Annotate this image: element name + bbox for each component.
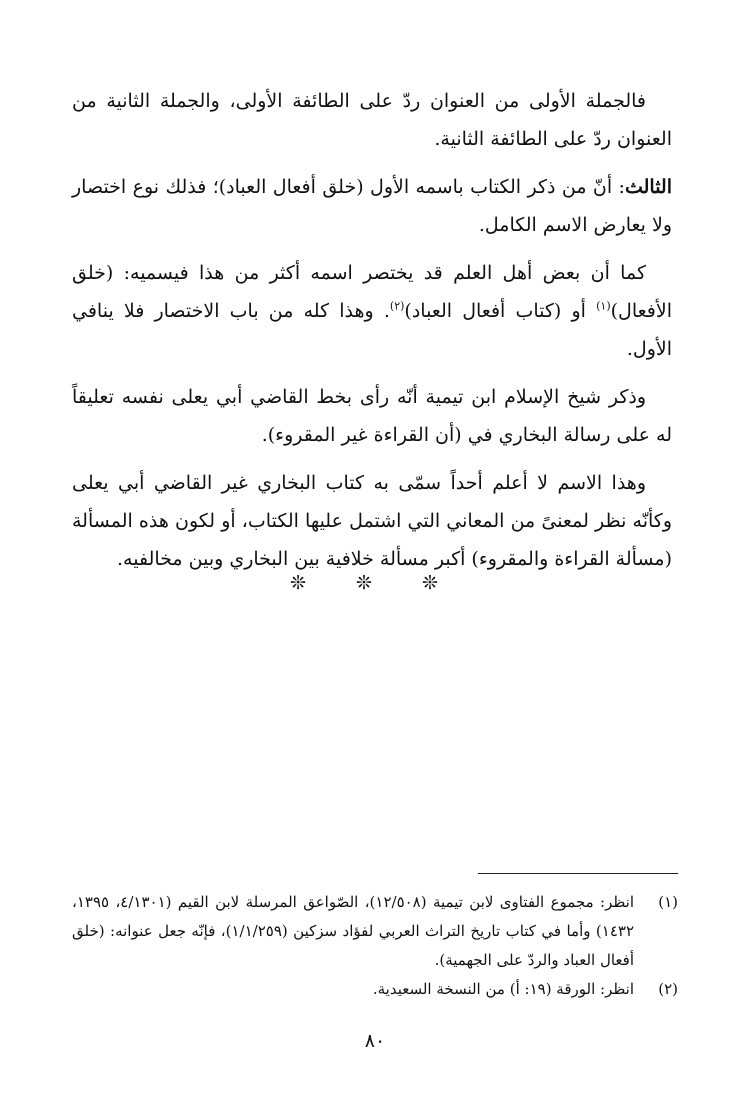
paragraph-2-text: : أنّ من ذكر الكتاب باسمه الأول (خلق أفعال العباد)؛ فذلك نوع اختصار ولا يعارض الاسم الكامل.: [72, 176, 672, 236]
page-number: ٨٠: [364, 1030, 386, 1052]
paragraph-3-part1: كما أن بعض أهل العلم قد يختصر اسمه أكثر من هذا فيسميه: (خلق الأفعال): [72, 262, 672, 322]
footnote-2-text: انظر: الورقة (١٩: أ) من النسخة السعيدية.: [372, 980, 634, 998]
paragraph-3-part2: أو (كتاب أفعال العباد): [404, 300, 597, 322]
section-separator: ❊ ❊ ❊: [290, 572, 460, 594]
paragraph-1: فالجملة الأولى من العنوان ردّ على الطائفة الأولى، والجملة الثانية من العنوان ردّ على الطائفة الثانية.: [72, 90, 672, 150]
footnote-2-number: (٢): [658, 980, 678, 998]
main-text: [72, 82, 672, 588]
footnote-1-number: (١): [658, 893, 678, 911]
footnote-1: [72, 888, 678, 975]
footnote-ref-1: (١): [596, 299, 611, 313]
footnote-divider: [478, 873, 678, 874]
paragraph-2-lead: الثالث: [624, 176, 672, 198]
paragraph-2: [72, 168, 672, 244]
paragraph-3: [72, 254, 672, 368]
footnote-1-text: انظر: مجموع الفتاوى لابن تيمية (١٢/٥٠٨)، الصّواعق المرسلة لابن القيم (٤/١٣٠١، ١٣٩٥، ١٤٣٢) وأما في كتاب تاريخ التراث العربي لفؤاد سزكين (١/١/٢٥٩)، فإنّه جعل عنوانه: (خلق أفعال العباد والردّ على الجهمية).: [72, 893, 635, 969]
paragraph-3-part3: . وهذا كله من باب الاختصار فلا ينافي الأول.: [72, 300, 672, 360]
footnote-2: [72, 975, 678, 1004]
footnote-ref-2: (٢): [389, 299, 405, 313]
paragraph-4: وذكر شيخ الإسلام ابن تيمية أنّه رأى بخط القاضي أبي يعلى نفسه تعليقاً له على رسالة البخاري في (أن القراءة غير المقروء).: [72, 386, 672, 446]
footnotes: [72, 888, 678, 1004]
paragraph-5: وهذا الاسم لا أعلم أحداً سمّى به كتاب البخاري غير القاضي أبي يعلى وكأنّه نظر لمعنىً من المعاني التي اشتمل عليها الكتاب، أو لكون هذه المسألة (مسألة القراءة والمقروء) أكبر مسألة خلافية بين البخاري وبين مخالفيه.: [72, 472, 672, 570]
